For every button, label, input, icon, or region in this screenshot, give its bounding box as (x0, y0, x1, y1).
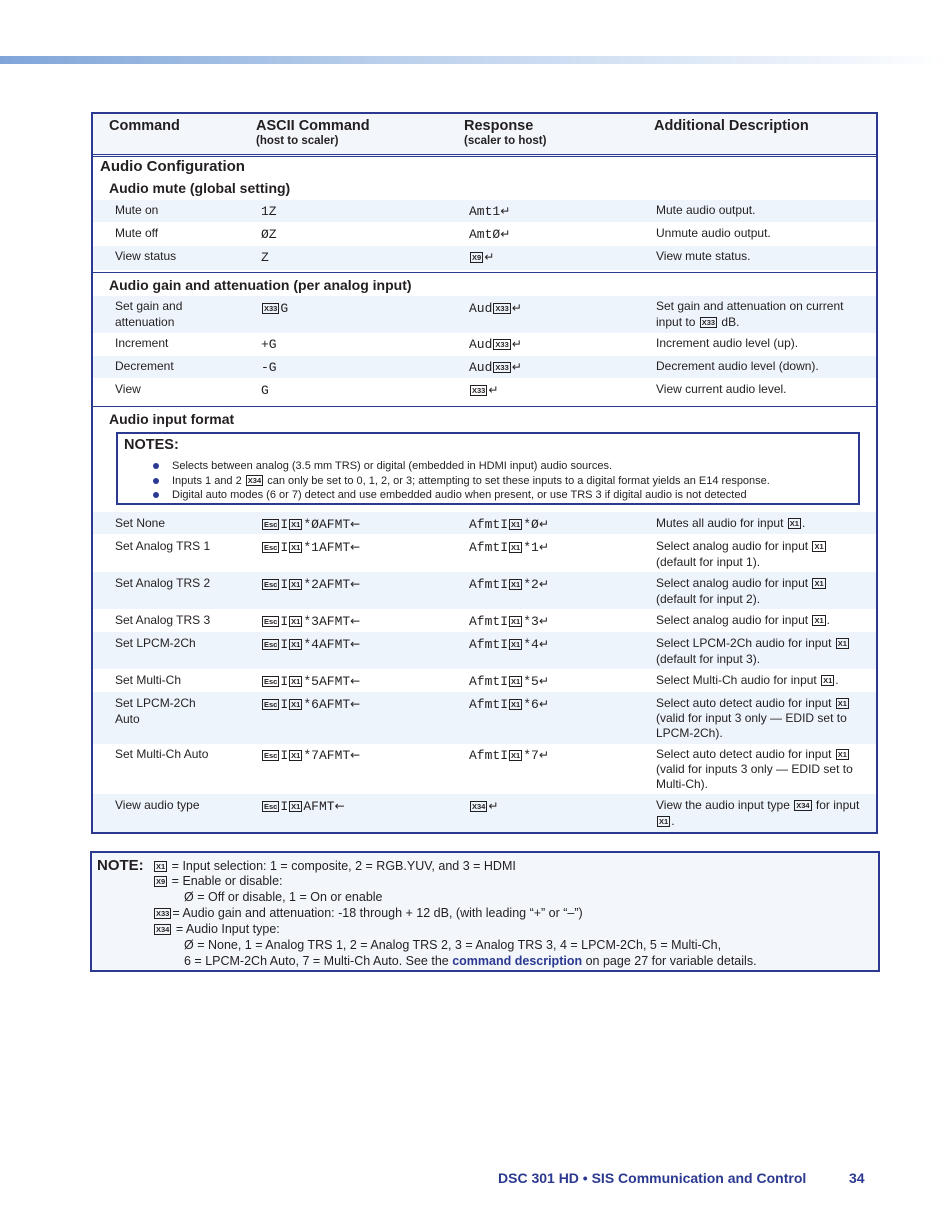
desc-view-status: View mute status. (656, 249, 751, 263)
footer-title: DSC 301 HD • SIS Communication and Control (498, 1170, 807, 1186)
desc: Select analog audio for input (656, 613, 809, 627)
note-x34: = Audio Input type: (175, 922, 280, 936)
var-x1: X1 (814, 616, 824, 625)
var-x33: X33 (156, 909, 170, 918)
var-x33: X33 (495, 363, 509, 372)
ascii-suffix: AFMT (303, 799, 335, 814)
return-icon: ↵ (484, 250, 495, 264)
bullet-icon (153, 492, 159, 498)
var-x1: X1 (511, 543, 521, 552)
cmd-multi: Set Multi-Ch (115, 673, 182, 687)
desc-set-gain-2b: dB. (721, 315, 740, 329)
return-icon: ↵ (538, 517, 549, 531)
var-x9: X9 (472, 253, 482, 262)
note-x1: = Input selection: 1 = composite, 2 = RGB.YUV, and 3 = HDMI (171, 859, 516, 873)
var-x1: X1 (291, 640, 301, 649)
return-icon: ↵ (511, 301, 522, 315)
var-x1: X1 (823, 676, 833, 685)
resp-prefix: AfmtI (469, 614, 509, 629)
cmd-multi-auto: Set Multi-Ch Auto (115, 747, 209, 761)
var-x33: X33 (495, 340, 509, 349)
resp-prefix: AfmtI (469, 637, 509, 652)
var-x33: X33 (264, 304, 278, 313)
return-icon: ↵ (538, 697, 549, 711)
back-arrow-icon: ← (350, 674, 361, 688)
ascii-prefix: I (280, 799, 289, 814)
var-x1: X1 (511, 617, 521, 626)
ascii-suffix: *7AFMT (303, 748, 351, 763)
ascii-suffix: *1AFMT (303, 540, 351, 555)
back-arrow-icon: ← (350, 748, 361, 762)
var-x1: X1 (291, 802, 301, 811)
resp-suffix: *4 (523, 637, 539, 652)
return-icon: ↵ (500, 227, 511, 241)
note-x33: = Audio gain and attenuation: -18 through + 12 dB, (with leading “+” or “–”) (172, 906, 583, 920)
cmd-trs1: Set Analog TRS 1 (115, 539, 211, 553)
desc-2: (valid for inputs 3 only — EDID set to (656, 762, 853, 776)
divider (93, 272, 876, 273)
ascii-prefix: I (280, 517, 289, 532)
header-ascii: ASCII Command (256, 118, 370, 134)
back-arrow-icon: ← (334, 799, 345, 813)
ascii-prefix: I (280, 614, 289, 629)
return-icon: ↵ (538, 540, 549, 554)
note-x9-sub: Ø = Off or disable, 1 = On or enable (184, 890, 383, 904)
ascii-prefix: I (280, 748, 289, 763)
desc-mid: for input (815, 798, 860, 812)
desc: Select auto detect audio for input (656, 747, 832, 761)
note-x34-line2b: on page 27 for variable details. (585, 954, 757, 968)
var-x1: X1 (156, 862, 166, 871)
return-icon: ↵ (538, 577, 549, 591)
desc-mute-off: Unmute audio output. (656, 226, 771, 240)
var-x1: X1 (837, 699, 847, 708)
ascii-prefix: I (280, 637, 289, 652)
ascii-suffix: *6AFMT (303, 697, 351, 712)
ascii-view: G (261, 383, 269, 398)
var-x1: X1 (291, 700, 301, 709)
header-description: Additional Description (654, 118, 809, 134)
back-arrow-icon: ← (350, 637, 361, 651)
desc: Select analog audio for input (656, 539, 809, 553)
ascii-prefix: I (280, 577, 289, 592)
cmd-view: View (115, 382, 141, 396)
back-arrow-icon: ← (350, 540, 361, 554)
desc-3: LPCM-2Ch). (656, 726, 723, 740)
desc-decrement: Decrement audio level (down). (656, 359, 819, 373)
ascii-view-status: Z (261, 250, 269, 265)
return-icon: ↵ (538, 748, 549, 762)
var-x1: X1 (291, 543, 301, 552)
desc: Mutes all audio for input (656, 516, 784, 530)
cmd-set-gain-2: attenuation (115, 315, 175, 329)
bullet-icon (153, 478, 159, 484)
ascii-increment: +G (261, 337, 277, 352)
resp-prefix: AfmtI (469, 748, 509, 763)
resp-increment: Aud (469, 337, 493, 352)
back-arrow-icon: ← (350, 577, 361, 591)
var-esc: Esc (264, 520, 278, 529)
desc-view: View current audio level. (656, 382, 787, 396)
var-x1: X1 (291, 520, 301, 529)
cmd-set-gain: Set gain and (115, 299, 183, 313)
back-arrow-icon: ← (350, 614, 361, 628)
resp-mute-on: Amt1 (469, 204, 501, 219)
ascii-suffix: *3AFMT (303, 614, 351, 629)
note-item: Digital auto modes (6 or 7) detect and use embedded audio when present, or use TRS 3 if digital audio is not detected (172, 489, 747, 501)
header-ascii-sub: (host to scaler) (256, 135, 339, 147)
desc: View the audio input type (656, 798, 790, 812)
command-description-link[interactable]: command description (452, 954, 583, 968)
desc-end: . (671, 814, 675, 828)
ascii-suffix: *2AFMT (303, 577, 351, 592)
resp-suffix: *7 (523, 748, 539, 763)
var-x1: X1 (789, 519, 799, 528)
resp-prefix: AfmtI (469, 540, 509, 555)
resp-suffix: *1 (523, 540, 539, 555)
var-x34: X34 (247, 476, 262, 485)
var-x34: X34 (472, 802, 486, 811)
cmd-view-status: View status (115, 249, 177, 263)
note-title: NOTE: (97, 857, 144, 874)
cmd-decrement: Decrement (115, 359, 174, 373)
top-gradient-bar (0, 56, 950, 64)
desc-mute-on: Mute audio output. (656, 203, 756, 217)
resp-set-gain: Aud (469, 301, 493, 316)
var-x1: X1 (511, 640, 521, 649)
header-command: Command (109, 118, 180, 134)
desc-2: (default for input 1). (656, 555, 761, 569)
var-esc: Esc (264, 543, 278, 552)
var-x34: X34 (796, 801, 810, 810)
return-icon: ↵ (511, 360, 522, 374)
note-item: can only be set to 0, 1, 2, or 3; attempting to set these inputs to a digital format yields an E14 response. (267, 475, 770, 487)
var-x1: X1 (814, 542, 824, 551)
cmd-mute-off: Mute off (115, 226, 159, 240)
var-x1: X1 (291, 751, 301, 760)
header-response-sub: (scaler to host) (464, 135, 547, 147)
desc-end: . (835, 673, 839, 687)
mute-title: Audio mute (global setting) (109, 180, 291, 196)
ascii-suffix: *5AFMT (303, 674, 351, 689)
resp-decrement: Aud (469, 360, 493, 375)
section-title: Audio Configuration (100, 158, 245, 175)
notes-box (116, 432, 860, 505)
desc-increment: Increment audio level (up). (656, 336, 799, 350)
ascii-suffix: *4AFMT (303, 637, 351, 652)
command-table (91, 112, 878, 834)
var-x1: X1 (837, 750, 847, 759)
var-x1: X1 (511, 580, 521, 589)
desc-set-gain: Set gain and attenuation on current (656, 299, 844, 313)
var-esc: Esc (264, 580, 278, 589)
var-esc: Esc (264, 751, 278, 760)
var-x1: X1 (659, 817, 669, 826)
gain-title: Audio gain and attenuation (per analog input) (109, 277, 412, 293)
var-x1: X1 (837, 639, 847, 648)
resp-prefix: AfmtI (469, 674, 509, 689)
var-x9: X9 (156, 877, 166, 886)
table-header (93, 114, 876, 157)
desc: Select analog audio for input (656, 576, 809, 590)
back-arrow-icon: ← (350, 697, 361, 711)
note-box (90, 851, 880, 972)
var-x1: X1 (814, 579, 824, 588)
desc-end: . (826, 613, 830, 627)
var-x1: X1 (291, 677, 301, 686)
note-item: Inputs 1 and 2 (172, 475, 242, 487)
return-icon: ↵ (488, 799, 499, 813)
var-x33: X33 (472, 386, 486, 395)
var-x1: X1 (511, 677, 521, 686)
note-x9: = Enable or disable: (171, 874, 283, 888)
cmd-set-none: Set None (115, 516, 166, 530)
resp-prefix: AfmtI (469, 517, 509, 532)
ascii-mute-off: ØZ (261, 227, 277, 242)
desc-2: (default for input 3). (656, 652, 761, 666)
cmd-lpcm-auto-2: Auto (115, 712, 140, 726)
var-esc: Esc (264, 802, 278, 811)
cmd-increment: Increment (115, 336, 169, 350)
ascii-prefix: I (280, 540, 289, 555)
ascii-decrement: -G (261, 360, 277, 375)
cmd-view-type: View audio type (115, 798, 200, 812)
desc-2: (default for input 2). (656, 592, 761, 606)
var-esc: Esc (264, 700, 278, 709)
note-x34-line2: 6 = LPCM-2Ch Auto, 7 = Multi-Ch Auto. See the (184, 954, 449, 968)
ascii-prefix: I (280, 697, 289, 712)
bullet-icon (153, 463, 159, 469)
resp-prefix: AfmtI (469, 577, 509, 592)
divider (93, 406, 876, 407)
desc-2: (valid for input 3 only — EDID set to (656, 711, 847, 725)
return-icon: ↵ (511, 337, 522, 351)
desc-end: . (801, 516, 806, 530)
desc: Select auto detect audio for input (656, 696, 832, 710)
return-icon: ↵ (538, 637, 549, 651)
var-x1: X1 (511, 751, 521, 760)
var-esc: Esc (264, 617, 278, 626)
var-x33: X33 (495, 304, 509, 313)
var-x34: X34 (156, 925, 170, 934)
var-esc: Esc (264, 640, 278, 649)
var-x1: X1 (511, 700, 521, 709)
cmd-lpcm: Set LPCM-2Ch (115, 636, 196, 650)
format-title: Audio input format (109, 411, 235, 427)
var-x33: X33 (701, 318, 716, 327)
notes-title: NOTES: (124, 437, 179, 453)
desc: Select LPCM-2Ch audio for input (656, 636, 832, 650)
cmd-lpcm-auto: Set LPCM-2Ch (115, 696, 196, 710)
cmd-trs3: Set Analog TRS 3 (115, 613, 211, 627)
page-number: 34 (849, 1170, 865, 1186)
note-x34-line1: Ø = None, 1 = Analog TRS 1, 2 = Analog TRS 2, 3 = Analog TRS 3, 4 = LPCM-2Ch, 5 = Multi-Ch, (184, 938, 722, 952)
return-icon: ↵ (500, 204, 511, 218)
resp-suffix: *5 (523, 674, 539, 689)
resp-mute-off: AmtØ (469, 227, 501, 242)
desc-3: Multi-Ch). (656, 777, 709, 791)
note-item: Selects between analog (3.5 mm TRS) or digital (embedded in HDMI input) audio sources. (172, 460, 613, 472)
ascii-suffix: *ØAFMT (303, 517, 351, 532)
ascii-prefix: I (280, 674, 289, 689)
var-x1: X1 (511, 520, 521, 529)
cmd-mute-on: Mute on (115, 203, 159, 217)
ascii-mute-on: 1Z (261, 204, 277, 219)
resp-prefix: AfmtI (469, 697, 509, 712)
ascii-set-gain: G (280, 301, 289, 316)
return-icon: ↵ (488, 383, 499, 397)
var-esc: Esc (264, 677, 278, 686)
desc: Select Multi-Ch audio for input (656, 673, 817, 687)
resp-suffix: *3 (523, 614, 539, 629)
var-x1: X1 (291, 580, 301, 589)
resp-suffix: *2 (523, 577, 539, 592)
resp-suffix: *Ø (523, 517, 539, 532)
back-arrow-icon: ← (350, 517, 361, 531)
var-x1: X1 (291, 617, 301, 626)
resp-suffix: *6 (523, 697, 539, 712)
desc-set-gain-2a: input to (656, 315, 696, 329)
header-response: Response (464, 118, 534, 134)
cmd-trs2: Set Analog TRS 2 (115, 576, 211, 590)
return-icon: ↵ (538, 674, 549, 688)
return-icon: ↵ (538, 614, 549, 628)
